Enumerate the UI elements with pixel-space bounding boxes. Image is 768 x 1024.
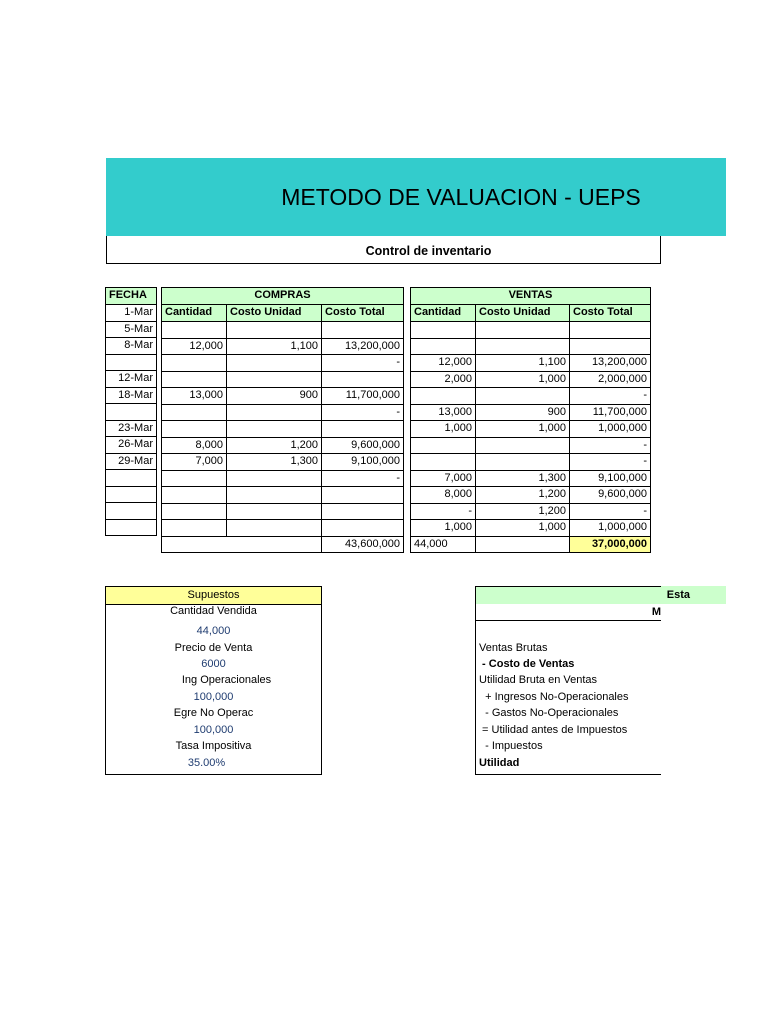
fecha-header: FECHA — [106, 288, 157, 305]
estado-line: Utilidad Bruta en Ventas — [479, 674, 598, 686]
compras-row — [162, 503, 404, 520]
compras-cell — [227, 404, 322, 421]
compras-cell — [227, 503, 322, 520]
fecha-cell: 5-Mar — [106, 321, 157, 338]
ventas-cell: - — [570, 388, 651, 405]
compras-cell — [162, 322, 227, 339]
compras-cell — [227, 470, 322, 487]
supuesto-label: Precio de Venta — [174, 642, 253, 654]
estado-line: Utilidad — [479, 757, 520, 769]
compras-total-spacer — [162, 536, 322, 553]
compras-cell: 1,100 — [227, 338, 322, 355]
compras-col-cantidad: Cantidad — [162, 305, 227, 322]
compras-row — [162, 338, 404, 355]
ventas-cell: 1,200 — [476, 503, 570, 520]
compras-row — [162, 437, 404, 454]
compras-cell: 11,700,000 — [322, 388, 404, 405]
compras-cell: 900 — [227, 388, 322, 405]
compras-cell — [162, 503, 227, 520]
fecha-cell — [106, 404, 157, 421]
ventas-cell — [411, 437, 476, 454]
compras-row — [162, 371, 404, 388]
compras-cell — [162, 520, 227, 537]
ventas-cell — [411, 388, 476, 405]
estado-line: - Gastos No-Operacionales — [479, 707, 619, 719]
estado-line: - Costo de Ventas — [479, 658, 575, 670]
compras-cell — [227, 322, 322, 339]
compras-cell: 8,000 — [162, 437, 227, 454]
ventas-col-costo-unidad: Costo Unidad — [476, 305, 570, 322]
compras-cell — [322, 421, 404, 438]
estado-line: = Utilidad antes de Impuestos — [479, 724, 628, 736]
ventas-cell — [411, 454, 476, 471]
ventas-cell: 1,000 — [411, 421, 476, 438]
compras-cell — [227, 421, 322, 438]
ventas-cell: 1,000 — [476, 421, 570, 438]
ventas-row — [411, 338, 651, 355]
ventas-cell: 2,000,000 — [570, 371, 651, 388]
compras-row — [162, 520, 404, 537]
compras-row — [162, 421, 404, 438]
ventas-cell — [570, 322, 651, 339]
compras-cell — [227, 355, 322, 372]
ventas-row — [411, 470, 651, 487]
ventas-cell: 1,000 — [476, 371, 570, 388]
compras-body — [162, 322, 404, 537]
ventas-col-costo-total: Costo Total — [570, 305, 651, 322]
page-title: METODO DE VALUACION - UEPS — [281, 184, 641, 210]
ventas-row — [411, 454, 651, 471]
ventas-cell: 12,000 — [411, 355, 476, 372]
fecha-cell: 12-Mar — [106, 371, 157, 388]
compras-table — [161, 287, 404, 553]
ventas-cell: 1,000,000 — [570, 520, 651, 537]
compras-col-costo-total: Costo Total — [322, 305, 404, 322]
estado-header-text: Esta — [666, 589, 690, 601]
ventas-cell: 900 — [476, 404, 570, 421]
compras-cell: 9,600,000 — [322, 437, 404, 454]
ventas-total-costo: 37,000,000 — [570, 536, 651, 553]
supuesto-value: 100,000 — [193, 691, 234, 703]
compras-total: 43,600,000 — [322, 536, 404, 553]
compras-row — [162, 470, 404, 487]
estado-line: Ventas Brutas — [479, 642, 548, 654]
ventas-cell: 7,000 — [411, 470, 476, 487]
ventas-total-spacer — [476, 536, 570, 553]
ventas-cell: 2,000 — [411, 371, 476, 388]
page-subtitle: Control de inventario — [365, 244, 492, 258]
fecha-body — [106, 305, 157, 536]
fecha-cell: 29-Mar — [106, 453, 157, 470]
compras-cell: 12,000 — [162, 338, 227, 355]
compras-cell: 1,300 — [227, 454, 322, 471]
compras-cell: 13,000 — [162, 388, 227, 405]
ventas-total-cantidad: 44,000 — [411, 536, 476, 553]
ventas-cell: 1,000 — [411, 520, 476, 537]
ventas-cell: 13,000 — [411, 404, 476, 421]
compras-cell: 9,100,000 — [322, 454, 404, 471]
ventas-cell: - — [411, 503, 476, 520]
ventas-row — [411, 520, 651, 537]
estado-line: + Ingresos No-Operacionales — [479, 691, 629, 703]
compras-cell — [162, 371, 227, 388]
ventas-row — [411, 437, 651, 454]
fecha-cell — [106, 354, 157, 371]
compras-row — [162, 454, 404, 471]
compras-cell: 13,200,000 — [322, 338, 404, 355]
ventas-header: VENTAS — [411, 288, 651, 305]
fecha-cell — [106, 519, 157, 536]
ventas-row — [411, 487, 651, 504]
ventas-row — [411, 404, 651, 421]
compras-cell — [162, 470, 227, 487]
ventas-cell: 1,200 — [476, 487, 570, 504]
compras-cell — [322, 487, 404, 504]
supuestos-header: Supuestos — [106, 587, 321, 605]
compras-cell — [322, 322, 404, 339]
ventas-cell — [476, 437, 570, 454]
supuesto-value: 35.00% — [187, 757, 226, 769]
ventas-cell — [476, 454, 570, 471]
estado-line: - Impuestos — [479, 740, 543, 752]
ventas-row — [411, 421, 651, 438]
ventas-cell: 9,100,000 — [570, 470, 651, 487]
supuesto-label: Egre No Operac — [173, 707, 254, 719]
compras-cell: 7,000 — [162, 454, 227, 471]
fecha-cell — [106, 486, 157, 503]
compras-cell — [162, 355, 227, 372]
compras-cell — [322, 503, 404, 520]
ventas-row — [411, 503, 651, 520]
estado-subheader-text: M — [651, 606, 661, 618]
fecha-cell: 18-Mar — [106, 387, 157, 404]
compras-cell — [227, 487, 322, 504]
ventas-cell: 1,000,000 — [570, 421, 651, 438]
ventas-cell — [476, 338, 570, 355]
ventas-cell: 1,100 — [476, 355, 570, 372]
compras-cell: - — [322, 470, 404, 487]
ventas-col-cantidad: Cantidad — [411, 305, 476, 322]
ventas-cell: 13,200,000 — [570, 355, 651, 372]
compras-cell — [162, 404, 227, 421]
ventas-cell: 1,000 — [476, 520, 570, 537]
ventas-cell: 1,300 — [476, 470, 570, 487]
compras-cell — [162, 487, 227, 504]
title-banner — [106, 158, 726, 236]
compras-row — [162, 388, 404, 405]
fecha-column — [105, 287, 157, 536]
ventas-cell — [411, 322, 476, 339]
ventas-cell — [476, 322, 570, 339]
fecha-cell — [106, 503, 157, 520]
compras-col-costo-unidad: Costo Unidad — [227, 305, 322, 322]
supuesto-value: 6000 — [201, 658, 226, 670]
ventas-cell: - — [570, 437, 651, 454]
ventas-row — [411, 388, 651, 405]
compras-cell — [322, 520, 404, 537]
fecha-cell: 1-Mar — [106, 305, 157, 322]
fecha-cell — [106, 470, 157, 487]
compras-cell: - — [322, 355, 404, 372]
supuesto-value: 44,000 — [196, 625, 231, 637]
compras-cell: 1,200 — [227, 437, 322, 454]
compras-row — [162, 404, 404, 421]
supuesto-label: Ing Operacionales — [181, 674, 272, 686]
supuesto-value: 100,000 — [193, 724, 234, 736]
compras-row — [162, 355, 404, 372]
ventas-cell — [570, 338, 651, 355]
compras-cell — [227, 520, 322, 537]
ventas-row — [411, 371, 651, 388]
ventas-row — [411, 322, 651, 339]
ventas-cell: - — [570, 503, 651, 520]
ventas-row — [411, 355, 651, 372]
fecha-cell: 26-Mar — [106, 437, 157, 454]
fecha-cell: 23-Mar — [106, 420, 157, 437]
compras-row — [162, 487, 404, 504]
ventas-cell: 9,600,000 — [570, 487, 651, 504]
compras-cell — [322, 371, 404, 388]
compras-header: COMPRAS — [162, 288, 404, 305]
ventas-body — [411, 322, 651, 537]
ventas-cell — [476, 388, 570, 405]
fecha-cell: 8-Mar — [106, 338, 157, 355]
compras-cell: - — [322, 404, 404, 421]
ventas-cell: 8,000 — [411, 487, 476, 504]
ventas-table — [410, 287, 651, 553]
subtitle-bar — [106, 236, 661, 264]
compras-cell — [227, 371, 322, 388]
supuestos-box — [105, 586, 322, 775]
ventas-cell: 11,700,000 — [570, 404, 651, 421]
compras-row — [162, 322, 404, 339]
compras-cell — [162, 421, 227, 438]
supuesto-label: Tasa Impositiva — [175, 740, 252, 752]
supuesto-label: Cantidad Vendida — [170, 605, 257, 617]
ventas-cell: - — [570, 454, 651, 471]
estado-box — [475, 586, 661, 775]
ventas-cell — [411, 338, 476, 355]
